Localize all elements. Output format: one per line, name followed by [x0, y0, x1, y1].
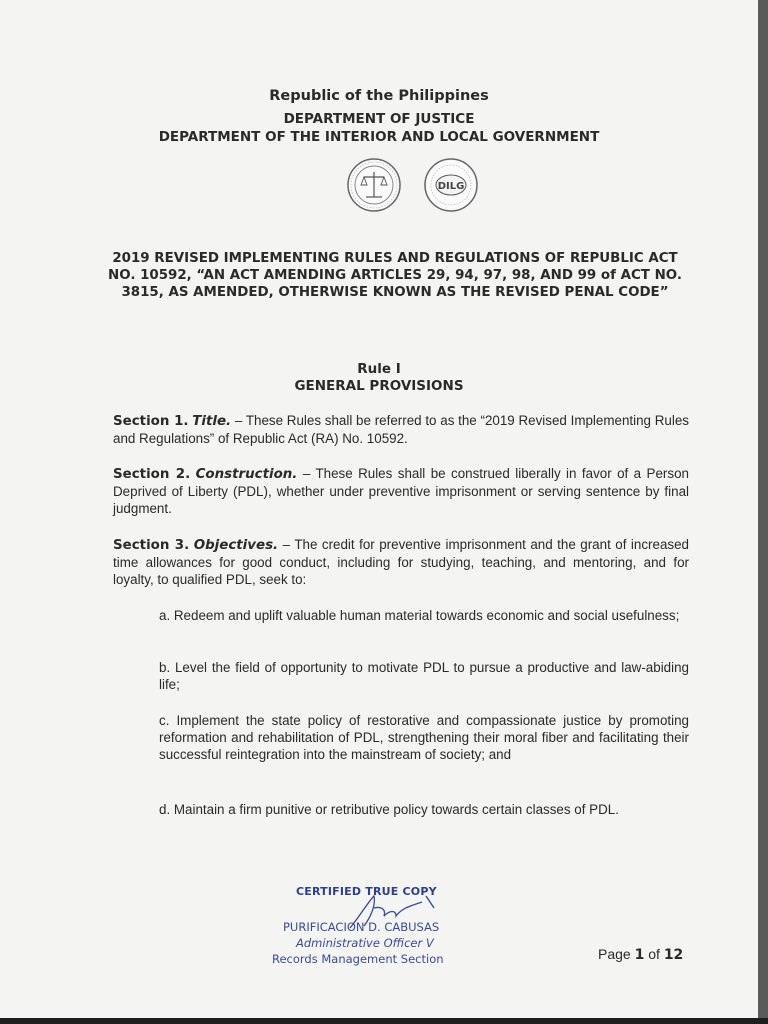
objective-a: a. Redeem and uplift valuable human material towards economic and social usefulness;: [159, 608, 680, 623]
section-2-dash: –: [297, 466, 316, 481]
scan-edge: [0, 1018, 768, 1024]
dilg-seal-icon: [425, 159, 477, 211]
section-3-dash: –: [278, 537, 295, 552]
objective-d: d. Maintain a firm punitive or retributive policy towards certain classes of PDL.: [159, 802, 619, 817]
doj-seal-icon: [348, 159, 400, 211]
section-1-dash: –: [231, 413, 246, 428]
section-1-label: Section 1.: [113, 414, 189, 429]
page-number: [598, 946, 683, 963]
page-total: 12: [663, 947, 684, 963]
rule-heading: GENERAL PROVISIONS: [294, 378, 464, 394]
section-1-term: Title.: [192, 414, 232, 429]
signatory-section: Records Management Section: [272, 952, 444, 966]
section-1: [113, 412, 689, 447]
certified-stamp: CERTIFIED TRUE COPY: [296, 885, 437, 898]
page-of: of: [644, 946, 664, 962]
section-1-text: These Rules shall be referred to as the “2019 Revised Implementing Rules and Regulations” of Republic Act (RA) No. 10592.: [113, 413, 689, 446]
rule-number: Rule I: [357, 361, 401, 377]
objective-c: c. Implement the state policy of restorative and compassionate justice by promoting reformation and rehabilitation of PDL, strengthening their moral fiber and facilitating their successful reintegration into the mainstream of society; and: [159, 713, 689, 762]
section-3-term: Objectives.: [193, 538, 279, 553]
header-republic: Republic of the Philippines: [269, 88, 489, 104]
header-dilg: DEPARTMENT OF THE INTERIOR AND LOCAL GOVERNMENT: [158, 129, 600, 145]
objective-b: b. Level the field of opportunity to motivate PDL to pursue a productive and law-abiding life;: [159, 660, 689, 692]
page-current: 1: [634, 947, 645, 963]
dilg-seal-text: DILG: [437, 181, 465, 192]
signatory-name: PURIFICACION D. CABUSAS: [283, 920, 440, 934]
section-3-text: The credit for preventive imprisonment and the grant of increased time allowances for good conduct, including for studying, teaching, and mentoring, and for loyalty, to qualified PDL, seek to:: [113, 537, 689, 587]
section-2-text: These Rules shall be construed liberally in favor of a Person Deprived of Liberty (PDL), whether under preventive imprisonment or serving sentence by final judgment.: [113, 466, 689, 516]
page-prefix: Page: [598, 946, 635, 962]
section-3-label: Section 3.: [113, 538, 190, 553]
section-3: [113, 536, 689, 588]
header-doj: DEPARTMENT OF JUSTICE: [283, 111, 475, 127]
agency-seals: [346, 155, 482, 215]
section-2-term: Construction.: [195, 467, 298, 482]
section-2: [113, 465, 689, 517]
section-2-label: Section 2.: [113, 467, 191, 482]
document-title: 2019 REVISED IMPLEMENTING RULES AND REGULATIONS OF REPUBLIC ACT NO. 10592, “AN ACT AMENDING ARTICLES 29, 94, 97, 98, AND 99 of ACT NO. 3815, AS AMENDED, OTHERWISE KNOWN AS THE REVISED PENAL CODE”: [108, 251, 682, 300]
signatory-position: Administrative Officer V: [296, 936, 434, 950]
